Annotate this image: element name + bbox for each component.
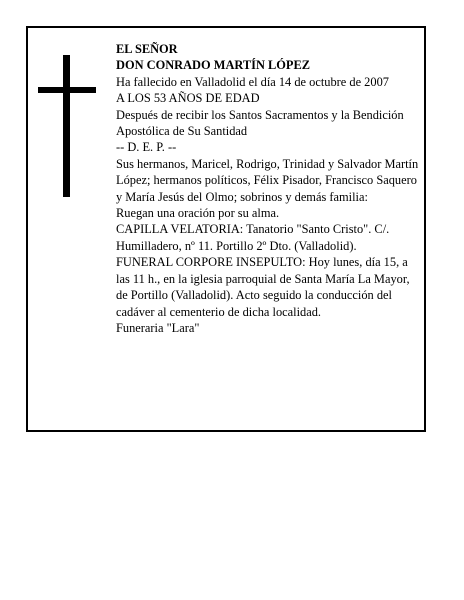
funeral-home: Funeraria "Lara" [116,320,200,335]
sacraments-text: Después de recibir los Santos Sacramentos y la Bendición Apostólica de Su Santidad [116,107,404,139]
age-line: A LOS 53 AÑOS DE EDAD [116,91,260,106]
rip-line: -- D. E. P. -- [116,140,177,155]
obituary-notice [26,26,426,432]
prayer-request: Ruegan una oración por su alma. [116,206,280,221]
family-text: Sus hermanos, Maricel, Rodrigo, Trinidad y Salvador Martín López; hermanos políticos, Félix Pisador, Francisco Saquero y María Jesús del Olmo; sobrinos y demás familia: [116,156,419,204]
chapel-info: CAPILLA VELATORIA: Tanatorio "Santo Cristo". C/. Humilladero, nº 11. Portillo 2º Dto. (Valladolid). [116,222,390,253]
notice-body [116,41,424,336]
cross-vertical-bar [63,55,70,197]
deceased-name: DON CONRADO MARTÍN LÓPEZ [116,58,311,73]
death-info: Ha fallecido en Valladolid el día 14 de octubre de 2007 [116,74,389,89]
cross-icon [38,55,96,197]
funeral-info: FUNERAL CORPORE INSEPULTO: Hoy lunes, día 15, a las 11 h., en la iglesia parroquial de Santa María La Mayor, de Portillo (Valladolid). Acto seguido la conducción del cadáver al cementerio de dicha localidad. [116,255,410,319]
cross-horizontal-bar [38,87,96,93]
title-line-1: EL SEÑOR [116,42,178,56]
